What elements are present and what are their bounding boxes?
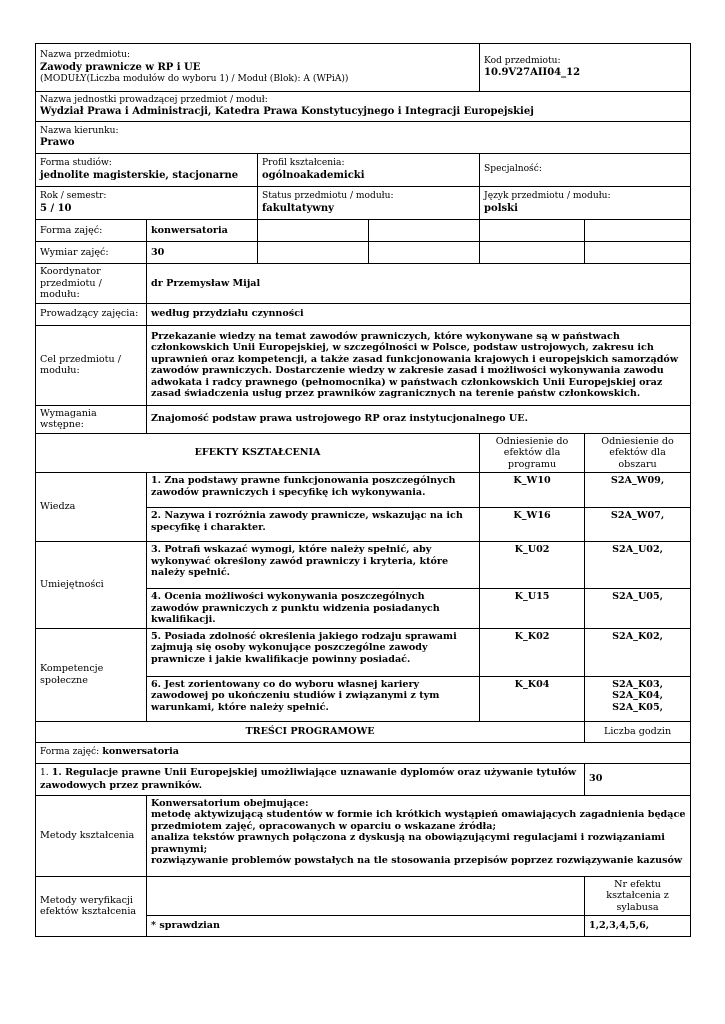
course-name: Zawody prawnicze w RP i UE: [40, 61, 201, 73]
verification-header-row: [36, 876, 691, 916]
empty-cell: [585, 242, 691, 264]
course-code-label: Kod przedmiotu:: [484, 55, 561, 66]
year-value: 5 / 10: [40, 202, 72, 214]
classes-hours-label: Wymiar zajęć:: [36, 242, 147, 264]
goal-row: [36, 325, 691, 405]
teacher-row: [36, 303, 691, 325]
outcome-row: [36, 473, 691, 508]
methods-label: Metody kształcenia: [36, 795, 147, 876]
specialty-label: Specjalność:: [484, 164, 542, 175]
requirements-label: Wymagania wstępne:: [36, 405, 147, 433]
empty-cell: [480, 220, 585, 242]
empty-cell: [369, 242, 480, 264]
content-topic-cell: [36, 763, 585, 795]
empty-cell: [258, 242, 369, 264]
language-cell: [480, 187, 691, 220]
unit-value: Wydział Prawa i Administracji, Katedra Prawa Konstytucyjnego i Integracji Europejskiej: [40, 106, 534, 118]
status-value: fakultatywny: [262, 202, 334, 214]
outcomes-header: EFEKTY KSZTAŁCENIA: [36, 433, 480, 473]
classes-form-value: konwersatoria: [147, 220, 258, 242]
course-module-info: (MODUŁY(Liczba modułów do wyboru 1) / Moduł (Blok): A (WPiA)): [40, 73, 349, 84]
course-row: [36, 44, 691, 92]
outcome-program: K_K04: [480, 676, 585, 721]
unit-label: Nazwa jednostki prowadzącej przedmiot / moduł:: [40, 94, 268, 105]
outcome-text: 4. Ocenia możliwości wykonywania poszczególnych zawodów prawniczych z punktu widzenia posiadanych kwalifikacji.: [147, 589, 480, 629]
classes-form-label: Forma zajęć:: [36, 220, 147, 242]
outcome-text: 2. Nazywa i rozróżnia zawody prawnicze, wskazując na ich specyfikę i charakter.: [147, 508, 480, 542]
study-form-value: jednolite magisterskie, stacjonarne: [40, 169, 239, 181]
outcome-row: [36, 542, 691, 589]
study-form-label: Forma studiów:: [40, 158, 112, 169]
coordinator-row: [36, 264, 691, 304]
outcome-text: 5. Posiada zdolność określenia jakiego rodzaju sprawami zajmują się osoby wykonujące poszczególne zawody prawnicze i jakie kwalifikacje powinny posiadać.: [147, 628, 480, 676]
unit-cell: [36, 92, 691, 122]
specialty-cell: [480, 154, 691, 187]
teacher-label: Prowadzący zajęcia:: [36, 303, 147, 325]
language-value: polski: [484, 202, 518, 214]
content-hours-header: Liczba godzin: [585, 721, 691, 742]
outcome-text: 6. Jest zorientowany co do wyboru własnej kariery zawodowej po ukończeniu studiów i związanymi z tym warunkami, które należy spełnić.: [147, 676, 480, 721]
verification-label: Metody weryfikacji efektów kształcenia: [36, 876, 147, 937]
empty-cell: [258, 220, 369, 242]
field-value: Prawo: [40, 137, 75, 149]
status-cell: [258, 187, 480, 220]
teacher-value: według przydziału czynności: [147, 303, 691, 325]
outcome-program: K_K02: [480, 628, 585, 676]
content-form-cell: [36, 742, 691, 763]
outcome-text: 3. Potrafi wskazać wymogi, które należy spełnić, aby wykonywać określony zawód prawniczy i kryteria, które należy spełnić.: [147, 542, 480, 589]
study-row: [36, 154, 691, 187]
syllabus-table: [35, 43, 691, 937]
year-row: [36, 187, 691, 220]
outcomes-col-program: Odniesienie do efektów dla programu: [480, 433, 585, 473]
field-cell: [36, 122, 691, 154]
outcome-program: K_W16: [480, 508, 585, 542]
outcome-area: S2A_W07,: [585, 508, 691, 542]
content-topic: 1. Regulacje prawne Unii Europejskiej umożliwiające uznawanie dyplomów oraz używanie tytułów zawodowych przez prawników.: [40, 767, 577, 791]
year-label: Rok / semestr:: [40, 191, 107, 202]
content-header: TREŚCI PROGRAMOWE: [36, 721, 585, 742]
content-topic-hours: 30: [585, 763, 691, 795]
goal-text: Przekazanie wiedzy na temat zawodów prawniczych, które wykonywane są w państwach członkowskich Unii Europejskiej, w szczególności w Polsce, podstaw ustrojowych, zakresu ich uprawnień oraz kompetencji, a także zasad funkcjonowania krajowych i europejskich samorządów zawodów prawniczych. Dostarczenie wiedzy w zakresie zasad i możliwości wykonywania zawodu adwokata i radcy prawnego (pełnomocnika) w państwach członkowskich Unii Europejskiej oraz zasad świadczenia usług przez prawników zagranicznych na terenie państw członkowskich.: [147, 325, 691, 405]
verification-method: * sprawdzian: [147, 916, 585, 937]
outcome-program: K_U02: [480, 542, 585, 589]
outcome-area: S2A_U05,: [585, 589, 691, 629]
coordinator-label: Koordynator przedmiotu / modułu:: [36, 264, 147, 304]
field-row: [36, 122, 691, 154]
verification-col-nr: Nr efektu kształcenia z sylabusa: [585, 876, 691, 916]
study-form-cell: [36, 154, 258, 187]
outcome-area: S2A_K03, S2A_K04, S2A_K05,: [585, 676, 691, 721]
outcomes-header-row: [36, 433, 691, 473]
field-label: Nazwa kierunku:: [40, 125, 119, 136]
outcome-area: S2A_W09,: [585, 473, 691, 508]
outcome-text: 1. Zna podstawy prawne funkcjonowania poszczególnych zawodów prawniczych i specyfikę ich wykonywania.: [147, 473, 480, 508]
requirements-value: Znajomość podstaw prawa ustrojowego RP oraz instytucjonalnego UE.: [147, 405, 691, 433]
outcome-group-name: Wiedza: [36, 473, 147, 542]
goal-label: Cel przedmiotu / modułu:: [36, 325, 147, 405]
content-header-row: [36, 721, 691, 742]
status-label: Status przedmiotu / modułu:: [262, 191, 394, 202]
outcome-program: K_U15: [480, 589, 585, 629]
content-topic-row: [36, 763, 691, 795]
classes-hours-value: 30: [147, 242, 258, 264]
year-cell: [36, 187, 258, 220]
language-label: Język przedmiotu / modułu:: [484, 191, 611, 202]
profile-label: Profil kształcenia:: [262, 158, 345, 169]
course-name-label: Nazwa przedmiotu:: [40, 50, 131, 60]
verification-nr: 1,2,3,4,5,6,: [585, 916, 691, 937]
course-code-cell: [480, 44, 691, 92]
course-name-cell: [36, 44, 480, 92]
content-form-label: Forma zajęć:: [40, 747, 100, 758]
empty-cell: [147, 876, 585, 916]
course-code: 10.9V27AII04_12: [484, 67, 581, 79]
outcome-group-name: Kompetencje społeczne: [36, 628, 147, 721]
classes-hours-row: [36, 242, 691, 264]
requirements-row: [36, 405, 691, 433]
outcomes-col-area: Odniesienie do efektów dla obszaru: [585, 433, 691, 473]
profile-value: ogólnoakademicki: [262, 169, 365, 181]
coordinator-value: dr Przemysław Mijal: [147, 264, 691, 304]
methods-text: Konwersatorium obejmujące: metodę aktywizującą studentów w formie ich krótkich wystąpień omawiających zagadnienia będące przedmiotem zajęć, opracowanych w oparciu o wskazane źródła; analiza tekstów prawnych połączona z dyskusją na obowiązującymi regulacjami i rozwiązaniami prawnymi; rozwiązywanie problemów powstałych na tle stosowania przepisów poprzez rozwiązywanie kazusów: [147, 795, 691, 876]
content-topic-prefix: 1.: [40, 768, 49, 778]
outcome-program: K_W10: [480, 473, 585, 508]
unit-row: [36, 92, 691, 122]
empty-cell: [585, 220, 691, 242]
outcome-area: S2A_U02,: [585, 542, 691, 589]
outcome-area: S2A_K02,: [585, 628, 691, 676]
empty-cell: [369, 220, 480, 242]
methods-row: [36, 795, 691, 876]
content-form-value: konwersatoria: [102, 746, 180, 758]
empty-cell: [480, 242, 585, 264]
outcome-group-name: Umiejętności: [36, 542, 147, 629]
profile-cell: [258, 154, 480, 187]
outcome-row: [36, 628, 691, 676]
content-form-row: [36, 742, 691, 763]
classes-form-row: [36, 220, 691, 242]
